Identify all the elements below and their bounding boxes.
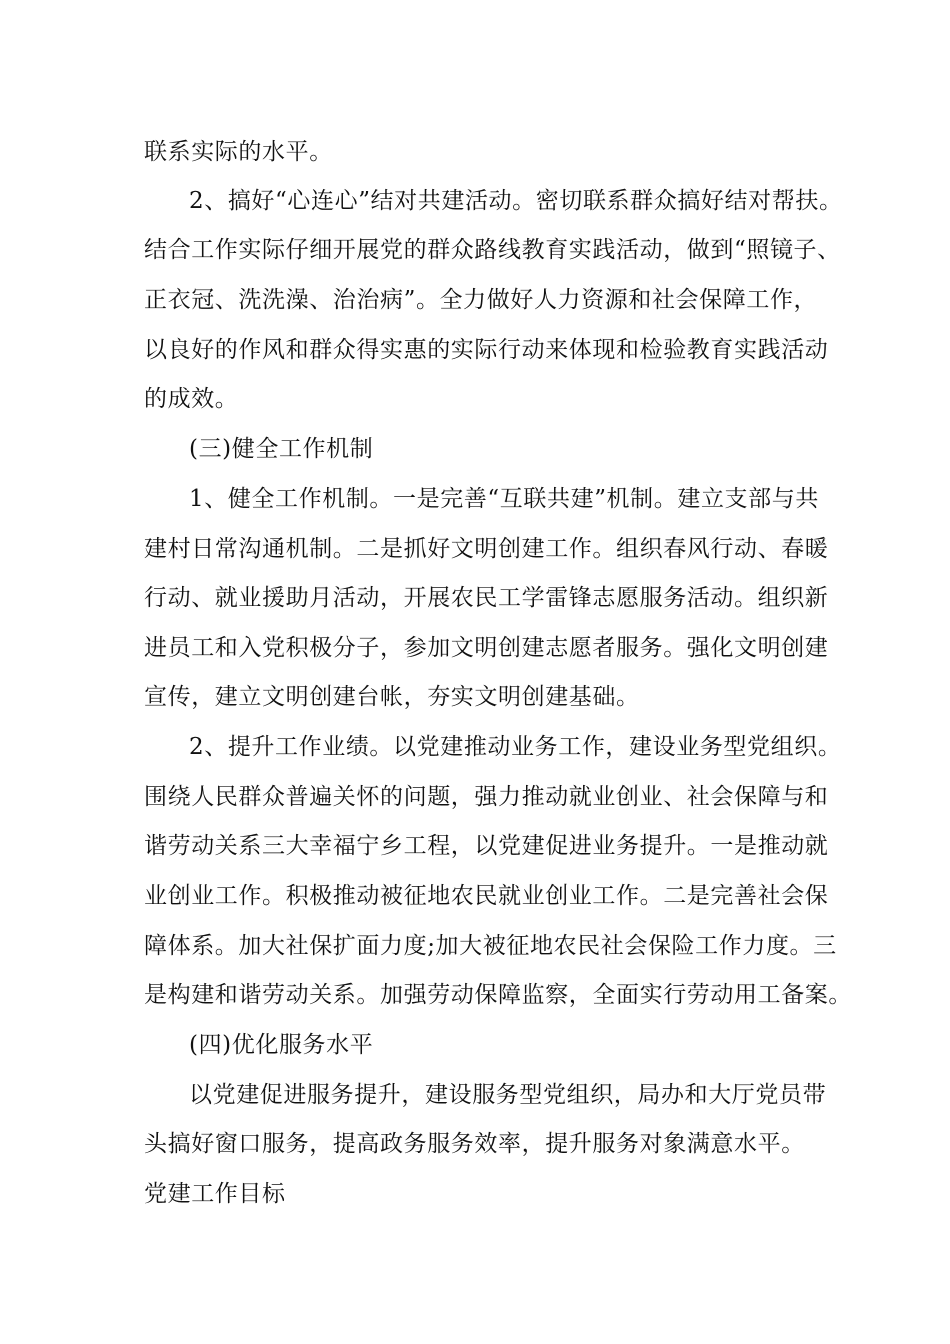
text-line: 建村日常沟通机制。二是抓好文明创建工作。组织春风行动、春暖 xyxy=(144,536,829,562)
text-line: 结合工作实际仔细开展党的群众路线教育实践活动，做到“照镜子、 xyxy=(144,237,841,263)
text-line: 谐劳动关系三大幸福宁乡工程，以党建促进业务提升。一是推动就 xyxy=(144,833,829,859)
text-line: 围绕人民群众普遍关怀的问题，强力推动就业创业、社会保障与和 xyxy=(144,784,829,810)
text-line: 障体系。加大社保扩面力度;加大被征地农民社会保险工作力度。三 xyxy=(144,933,837,959)
text-line: 宣传，建立文明创建台帐，夯实文明创建基础。 xyxy=(144,684,640,710)
paragraph-start: 1、健全工作机制。一是完善“互联共建”机制。建立支部与共 xyxy=(189,486,819,512)
text-line: 业创业工作。积极推动被征地农民就业创业工作。二是完善社会保 xyxy=(144,883,829,909)
text-line: 进员工和入党积极分子，参加文明创建志愿者服务。强化文明创建 xyxy=(144,635,829,661)
text-line: 行动、就业援助月活动，开展农民工学雷锋志愿服务活动。组织新 xyxy=(144,585,829,611)
text-line: 以良好的作风和群众得实惠的实际行动来体现和检验教育实践活动 xyxy=(144,337,829,363)
paragraph-start: 2、提升工作业绩。以党建推动业务工作，建设业务型党组织。 xyxy=(189,734,842,760)
section-title: 党建工作目标 xyxy=(144,1181,286,1207)
section-heading: (四)优化服务水平 xyxy=(189,1032,374,1058)
text-line: 联系实际的水平。 xyxy=(144,139,333,165)
text-line: 正衣冠、洗洗澡、治治病”。全力做好人力资源和社会保障工作， xyxy=(144,287,818,313)
paragraph-start: 2、搞好“心连心”结对共建活动。密切联系群众搞好结对帮扶。 xyxy=(189,188,843,214)
section-heading: (三)健全工作机制 xyxy=(189,436,374,462)
paragraph-start: 以党建促进服务提升，建设服务型党组织，局办和大厅党员带 xyxy=(189,1082,827,1108)
text-line: 的成效。 xyxy=(144,386,239,412)
text-line: 是构建和谐劳动关系。加强劳动保障监察，全面实行劳动用工备案。 xyxy=(144,982,852,1008)
text-line: 头搞好窗口服务，提高政务服务效率，提升服务对象满意水平。 xyxy=(144,1131,805,1157)
